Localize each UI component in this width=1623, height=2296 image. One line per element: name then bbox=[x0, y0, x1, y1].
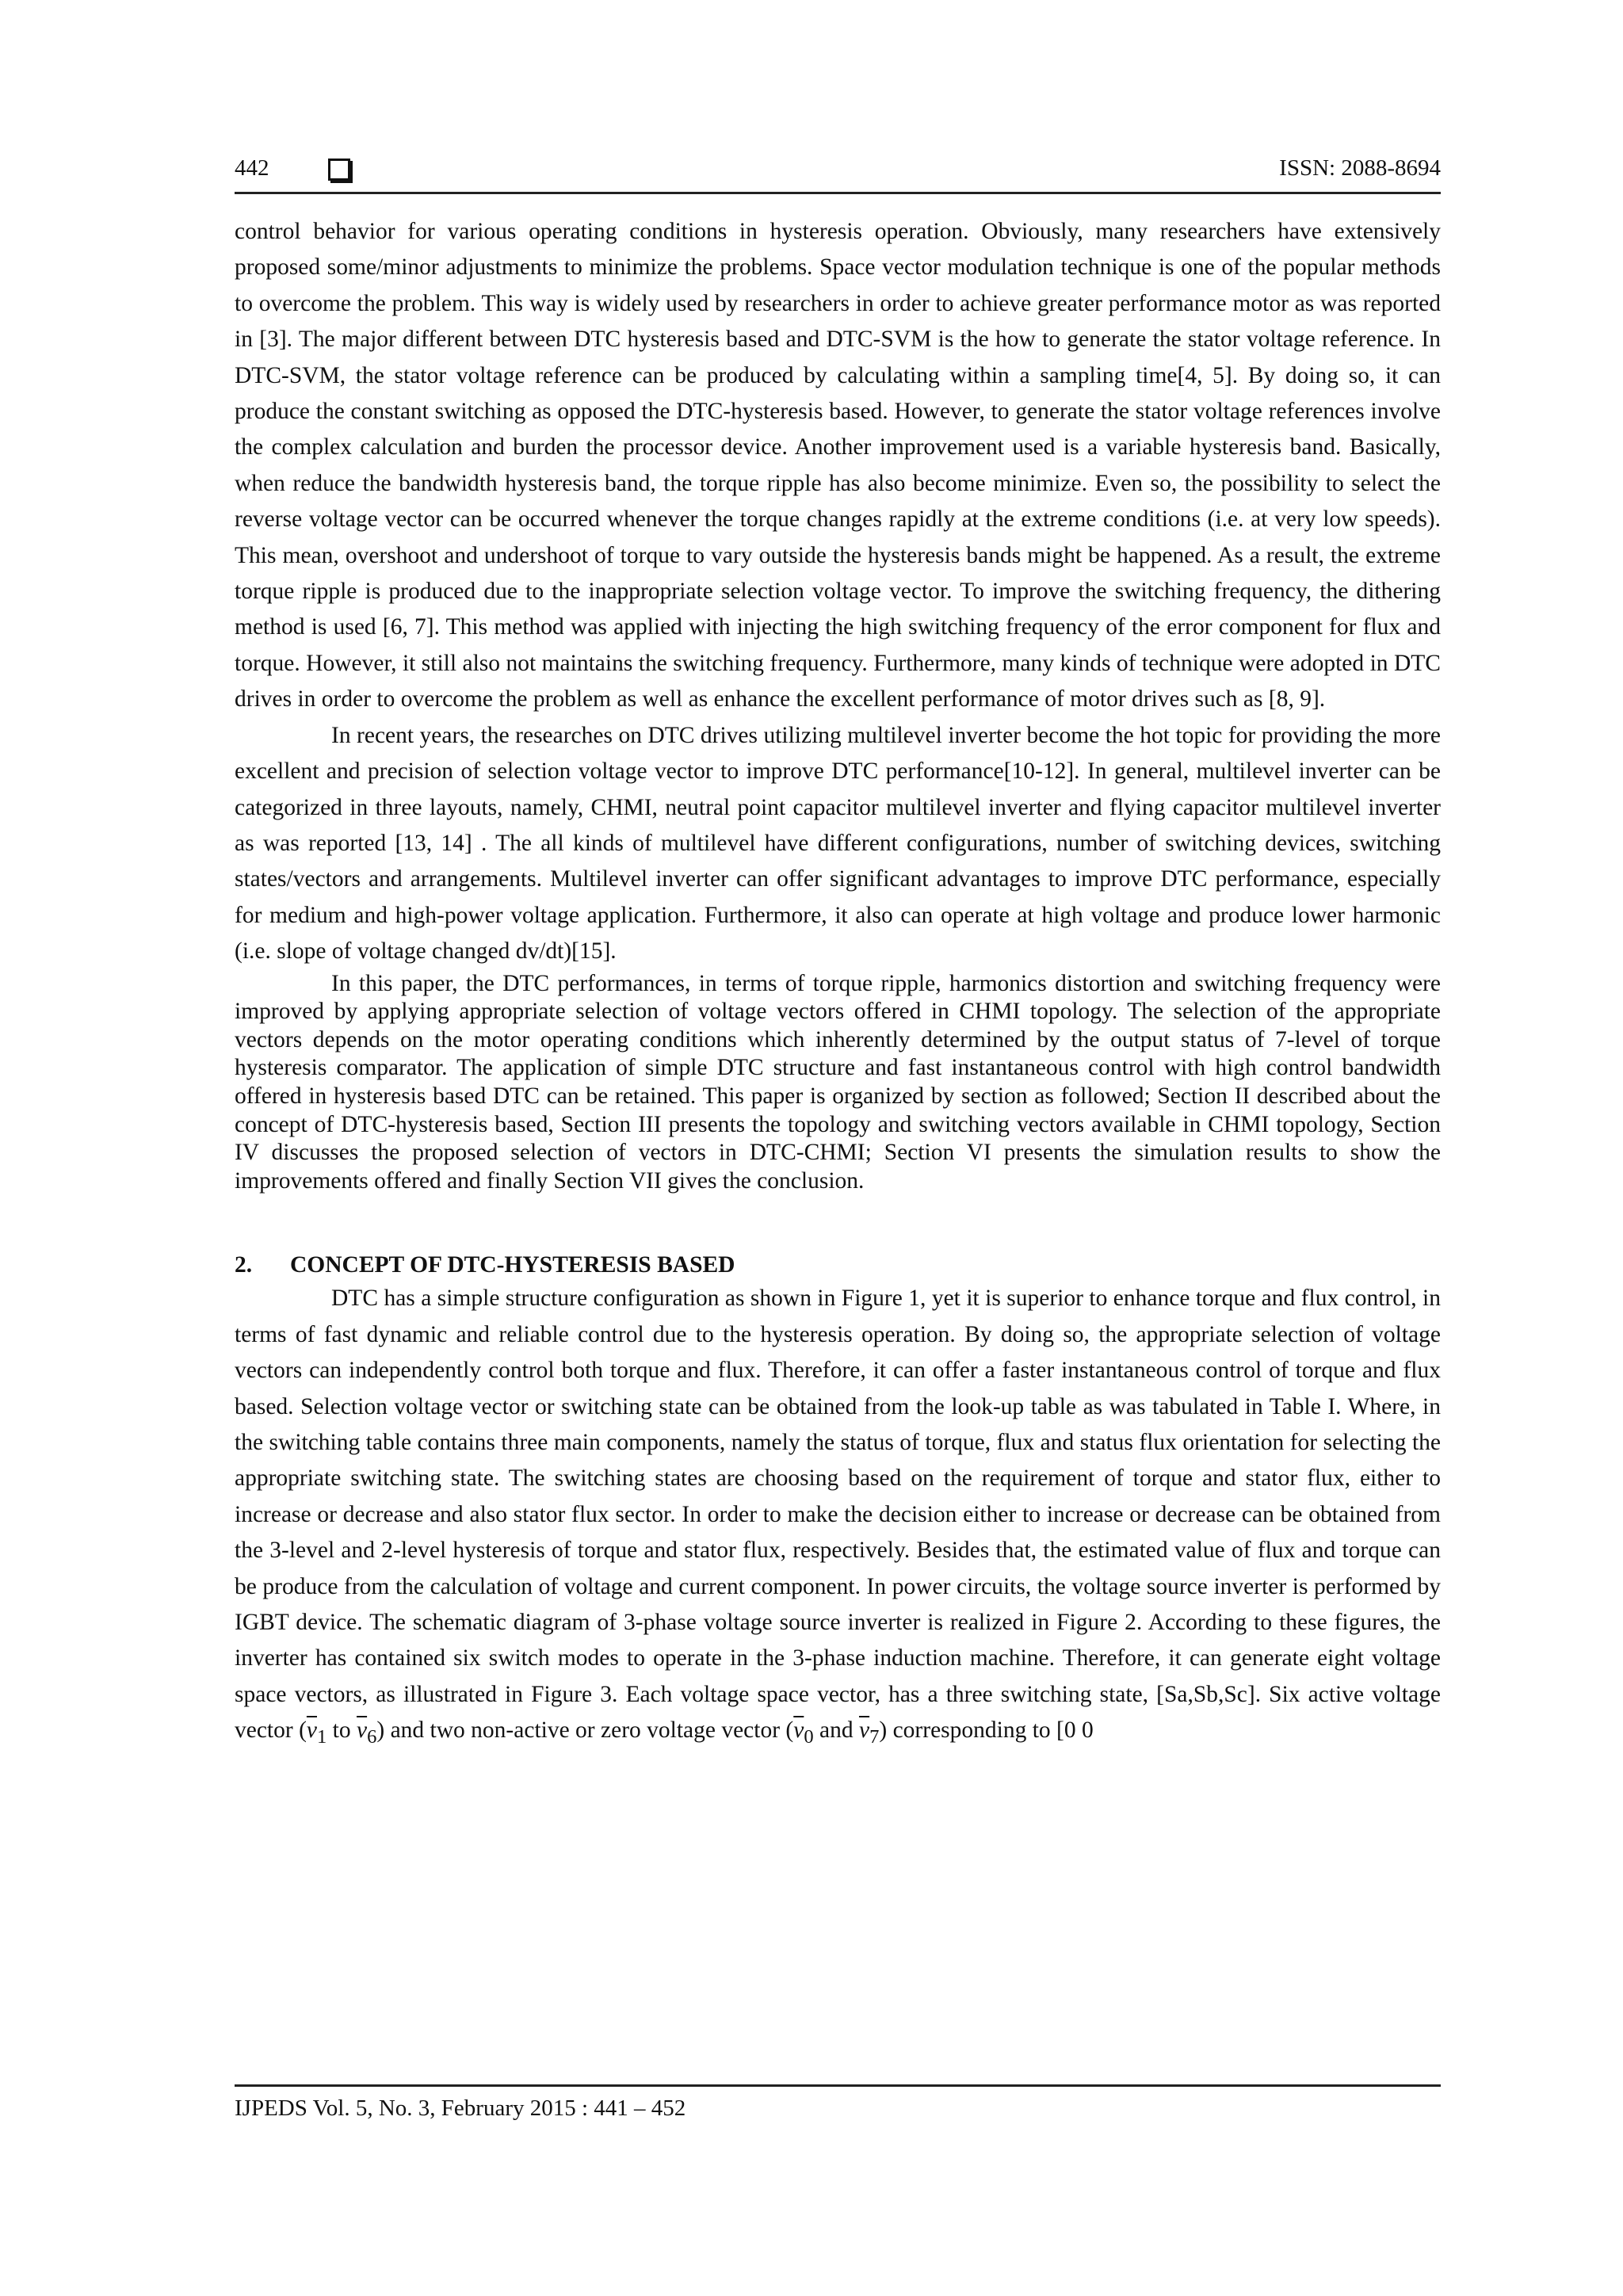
vector-subscript: 0 bbox=[804, 1726, 814, 1748]
paragraph-text: to bbox=[327, 1717, 357, 1744]
section-number: 2. bbox=[235, 1252, 253, 1278]
paragraph-text: ) corresponding to [0 0 bbox=[879, 1717, 1094, 1744]
paragraph: In recent years, the researches on DTC drives utilizing multilevel inverter become the hot topic for providing the more excellent and precision of selection voltage vector to improve DTC performance[10-12]. In general, multilevel inverter can be categorized in three layouts, namely, CHMI, neutral point capacitor multilevel inverter and flying capacitor multilevel inverter as was reported [13, 14] . The all kinds of multilevel have different configurations, number of switching devices, switching states/vectors and arrangements. Multilevel inverter can offer significant advantages to improve DTC performance, especially for medium and high-power voltage application. Furthermore, it also can operate at high voltage and produce lower harmonic (i.e. slope of voltage changed dv/dt)[15]. bbox=[235, 722, 1441, 965]
vector-symbol: $\overline{v}$ bbox=[793, 1717, 804, 1744]
paragraph: control behavior for various operating conditions in hysteresis operation. Obviously, many researchers have extensively proposed some/minor adjustments to minimize the problems. Space vector modulation technique is one of the popular methods to overcome the problem. This way is widely used by researchers in order to achieve greater performance motor as was reported in [3]. The major different between DTC hysteresis based and DTC-SVM is the how to generate the stator voltage reference. In DTC-SVM, the stator voltage reference can be produced by calculating within a sampling time[4, 5]. By doing so, it can produce the constant switching as opposed the DTC-hysteresis based. However, to generate the stator voltage references involve the complex calculation and burden the processor device. Another improvement used is a variable hysteresis band. Basically, when reduce the bandwidth hysteresis band, the torque ripple has also become minimize. Even so, the possibility to select the reverse voltage vector can be occurred whenever the torque changes rapidly at the extreme conditions (i.e. at very low speeds). This mean, overshoot and undershoot of torque to vary outside the hysteresis bands might be happened. As a result, the extreme torque ripple is produced due to the inappropriate selection voltage vector. To improve the switching frequency, the dithering method is used [6, 7]. This method was applied with injecting the high switching frequency of the error component for flux and torque. However, it still also not maintains the switching frequency. Furthermore, many kinds of technique were adopted in DTC drives in order to overcome the problem as well as enhance the excellent performance of motor drives such as [8, 9]. bbox=[235, 219, 1441, 712]
issn: ISSN: 2088-8694 bbox=[1279, 155, 1441, 181]
paragraph: In this paper, the DTC performances, in terms of torque ripple, harmonics distortion and switching frequency were improved by applying appropriate selection of voltage vectors offered in CHMI topology. The selection of the appropriate vectors depends on the motor operating conditions which inherently determined by the output status of 7-level of torque hysteresis comparator. The application of simple DTC structure and fast instantaneous control with high control bandwidth offered in hysteresis based DTC can be retained. This paper is organized by section as followed; Section II described about the concept of DTC-hysteresis based, Section III presents the topology and switching vectors available in CHMI topology, Section IV discusses the proposed selection of vectors in DTC-CHMI; Section VI presents the simulation results to show the improvements offered and finally Section VII gives the conclusion. bbox=[235, 970, 1441, 1194]
page-number: 442 bbox=[235, 155, 269, 181]
footer-rule bbox=[235, 2084, 1441, 2087]
header-rule bbox=[235, 192, 1441, 194]
vector-symbol: $\overline{v}$ bbox=[306, 1717, 317, 1744]
section-title: CONCEPT OF DTC-HYSTERESIS BASED bbox=[290, 1252, 735, 1278]
section-heading bbox=[235, 1249, 1441, 1281]
vector-subscript: 6 bbox=[367, 1726, 377, 1748]
vector-subscript: 7 bbox=[869, 1726, 880, 1748]
footer-citation: IJPEDS Vol. 5, No. 3, February 2015 : 441 – 452 bbox=[235, 2095, 686, 2121]
paragraph-text: DTC has a simple structure configuration as shown in Figure 1, yet it is superior to enhance torque and flux control, in terms of fast dynamic and reliable control due to the hysteresis operation. By doing so, the appropriate selection of voltage vectors can independently control both torque and flux. Therefore, it can offer a faster instantaneous control of torque and flux based. Selection voltage vector or switching state can be obtained from the look-up table as was tabulated in Table I. Where, in the switching table contains three main components, namely the status of torque, flux and status flux orientation for selecting the appropriate switching state. The switching states are choosing based on the requirement of torque and stator flux, either to increase or decrease and also stator flux sector. In order to make the decision either to increase or decrease can be obtained from the 3-level and 2-level hysteresis of torque and stator flux, respectively. Besides that, the estimated value of flux and torque can be produce from the calculation of voltage and current component. In power circuits, the voltage source inverter is performed by IGBT device. The schematic diagram of 3-phase voltage source inverter is realized in Figure 2. According to these figures, the inverter has contained six switch modes to operate in the 3-phase induction machine. Therefore, it can generate eight voltage space vectors, as illustrated in Figure 3. Each voltage space vector, has a three switching state, [Sa,Sb,Sc]. Six active voltage vector ( bbox=[235, 1286, 1441, 1744]
paragraph-text: ) and two non-active or zero voltage vector ( bbox=[376, 1717, 794, 1744]
article-body bbox=[235, 214, 1441, 1755]
vector-symbol: $\overline{v}$ bbox=[858, 1717, 870, 1744]
paragraph bbox=[235, 1281, 1441, 1755]
page-header bbox=[235, 155, 1441, 192]
vector-subscript: 1 bbox=[317, 1726, 327, 1748]
vector-symbol: $\overline{v}$ bbox=[357, 1717, 368, 1744]
square-box-icon bbox=[328, 159, 350, 181]
paragraph-text: and bbox=[813, 1717, 859, 1744]
